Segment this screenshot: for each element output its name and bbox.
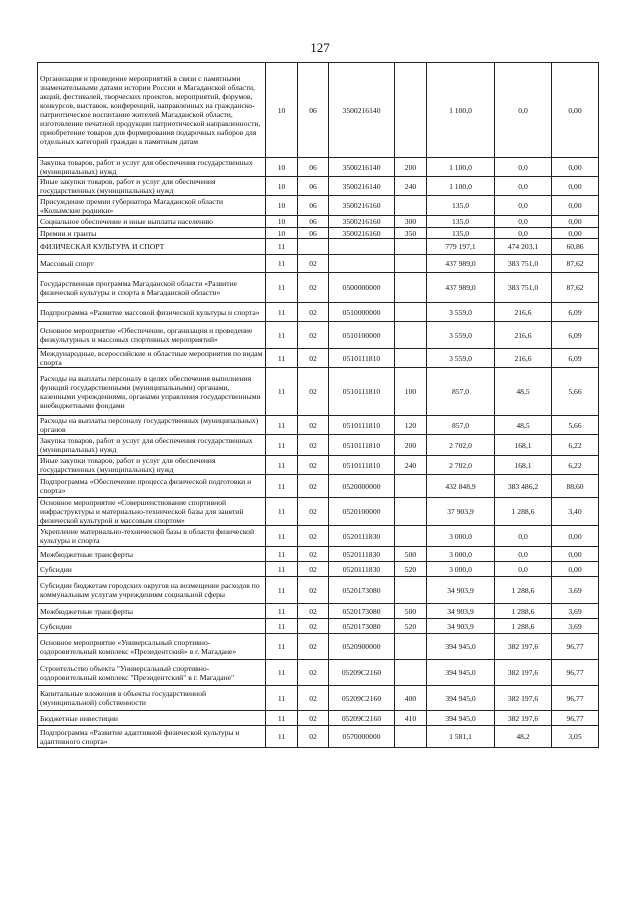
table-row — [38, 228, 599, 239]
cell-pr: 02 — [298, 577, 329, 604]
cell-vr: 240 — [395, 177, 427, 196]
cell-pct: 0,00 — [552, 526, 599, 547]
cell-vr: 520 — [395, 562, 427, 577]
cell-pct: 5,66 — [552, 416, 599, 435]
cell-plan: 2 702,0 — [427, 456, 495, 475]
cell-csr: 0500000000 — [329, 273, 395, 303]
cell-pr: 02 — [298, 634, 329, 660]
cell-csr: 0510000000 — [329, 303, 395, 322]
cell-name: Субсидии — [38, 562, 266, 577]
cell-pct: 96,77 — [552, 634, 599, 660]
cell-pct: 88,60 — [552, 475, 599, 498]
cell-plan: 34 903,9 — [427, 619, 495, 634]
cell-pct: 0,00 — [552, 158, 599, 177]
cell-plan: 3 000,0 — [427, 562, 495, 577]
table-row — [38, 604, 599, 619]
cell-csr: 3500216160 — [329, 196, 395, 216]
cell-csr: 0520111830 — [329, 562, 395, 577]
table-row — [38, 416, 599, 435]
cell-name: ФИЗИЧЕСКАЯ КУЛЬТУРА И СПОРТ — [38, 239, 266, 255]
cell-plan: 394 945,0 — [427, 686, 495, 711]
cell-plan: 394 945,0 — [427, 634, 495, 660]
cell-fact: 1 288,6 — [495, 604, 552, 619]
table-row — [38, 63, 599, 158]
table-row — [38, 435, 599, 456]
cell-vr — [395, 498, 427, 526]
cell-csr: 0520111830 — [329, 526, 395, 547]
cell-name: Социальное обеспечение и иные выплаты населению — [38, 216, 266, 228]
table-row — [38, 726, 599, 748]
cell-name: Субсидии бюджетам городских округов на возмещение расходов по коммунальным услугам учреждениям социальной сферы — [38, 577, 266, 604]
table-row — [38, 619, 599, 634]
cell-name: Государственная программа Магаданской области «Развитие физической культуры и спорта в Магаданской области» — [38, 273, 266, 303]
table-row — [38, 255, 599, 273]
cell-name: Присуждение премии губернатора Магаданской области «Колымские родники» — [38, 196, 266, 216]
cell-csr: 0520000000 — [329, 475, 395, 498]
table-row — [38, 475, 599, 498]
cell-rz: 11 — [266, 660, 298, 686]
cell-fact: 0,0 — [495, 196, 552, 216]
cell-rz: 11 — [266, 577, 298, 604]
cell-pr: 02 — [298, 604, 329, 619]
cell-fact: 0,0 — [495, 63, 552, 158]
page-number: 127 — [310, 40, 330, 55]
cell-rz: 10 — [266, 216, 298, 228]
cell-rz: 10 — [266, 177, 298, 196]
cell-pr: 02 — [298, 435, 329, 456]
cell-pct: 5,66 — [552, 368, 599, 416]
cell-plan: 34 903,9 — [427, 577, 495, 604]
cell-csr: 3500216140 — [329, 177, 395, 196]
cell-csr: 0510111810 — [329, 435, 395, 456]
cell-plan: 3 559,0 — [427, 322, 495, 349]
cell-plan: 3 559,0 — [427, 349, 495, 368]
cell-csr — [329, 239, 395, 255]
cell-vr — [395, 273, 427, 303]
cell-csr: 0520173080 — [329, 619, 395, 634]
cell-rz: 11 — [266, 498, 298, 526]
cell-pct: 87,62 — [552, 273, 599, 303]
cell-pct: 0,00 — [552, 562, 599, 577]
cell-fact: 0,0 — [495, 547, 552, 562]
cell-fact: 0,0 — [495, 177, 552, 196]
cell-fact: 48,5 — [495, 368, 552, 416]
cell-csr: 0510111810 — [329, 368, 395, 416]
cell-pct: 0,00 — [552, 228, 599, 239]
cell-name: Подпрограмма «Развитие адаптивной физической культуры и адаптивного спорта» — [38, 726, 266, 748]
cell-vr: 100 — [395, 368, 427, 416]
table-row — [38, 322, 599, 349]
cell-pct: 96,77 — [552, 686, 599, 711]
cell-name: Международные, всероссийские и областные мероприятия по видам спорта — [38, 349, 266, 368]
table-row — [38, 686, 599, 711]
cell-pr: 02 — [298, 255, 329, 273]
cell-csr: 0520100000 — [329, 498, 395, 526]
cell-name: Расходы на выплаты персоналу в целях обеспечения выполнения функций государственными (муниципальными) органами, казенными учреждениями, органами управления государственными внебюджетными фондами — [38, 368, 266, 416]
cell-csr: 05209С2160 — [329, 660, 395, 686]
cell-csr — [329, 255, 395, 273]
cell-pr: 06 — [298, 63, 329, 158]
cell-plan: 394 945,0 — [427, 711, 495, 726]
cell-plan: 857,0 — [427, 416, 495, 435]
cell-pct: 0,00 — [552, 177, 599, 196]
cell-plan: 3 000,0 — [427, 526, 495, 547]
cell-pr: 02 — [298, 562, 329, 577]
table-row — [38, 239, 599, 255]
cell-pct: 6,22 — [552, 435, 599, 456]
cell-rz: 11 — [266, 526, 298, 547]
cell-fact: 383 751,0 — [495, 255, 552, 273]
table-row — [38, 303, 599, 322]
cell-vr — [395, 475, 427, 498]
cell-fact: 383 486,2 — [495, 475, 552, 498]
table-row — [38, 177, 599, 196]
cell-vr — [395, 660, 427, 686]
table-row — [38, 577, 599, 604]
cell-plan: 37 903,9 — [427, 498, 495, 526]
cell-vr — [395, 726, 427, 748]
cell-plan: 857,0 — [427, 368, 495, 416]
cell-csr: 3500216160 — [329, 228, 395, 239]
cell-vr: 500 — [395, 547, 427, 562]
cell-csr: 0570000000 — [329, 726, 395, 748]
cell-vr: 500 — [395, 604, 427, 619]
cell-rz: 11 — [266, 686, 298, 711]
table-row — [38, 216, 599, 228]
cell-pct: 6,09 — [552, 349, 599, 368]
cell-rz: 11 — [266, 604, 298, 619]
cell-rz: 11 — [266, 239, 298, 255]
table-row — [38, 158, 599, 177]
table-row — [38, 368, 599, 416]
cell-plan: 3 000,0 — [427, 547, 495, 562]
cell-name: Закупка товаров, работ и услуг для обеспечения государственных (муниципальных) нужд — [38, 435, 266, 456]
cell-pr: 02 — [298, 726, 329, 748]
cell-fact: 168,1 — [495, 456, 552, 475]
cell-rz: 11 — [266, 456, 298, 475]
cell-pr: 02 — [298, 349, 329, 368]
cell-rz: 11 — [266, 726, 298, 748]
cell-pct: 0,00 — [552, 63, 599, 158]
cell-rz: 11 — [266, 349, 298, 368]
cell-pct: 87,62 — [552, 255, 599, 273]
cell-vr — [395, 349, 427, 368]
cell-fact: 216,6 — [495, 303, 552, 322]
cell-name: Межбюджетные трансферты — [38, 604, 266, 619]
cell-name: Бюджетные инвестиции — [38, 711, 266, 726]
cell-name: Подпрограмма «Развитие массовой физической культуры и спорта» — [38, 303, 266, 322]
cell-rz: 10 — [266, 158, 298, 177]
cell-pr — [298, 239, 329, 255]
cell-name: Иные закупки товаров, работ и услуг для обеспечения государственных (муниципальных) нужд — [38, 456, 266, 475]
cell-rz: 10 — [266, 196, 298, 216]
cell-name: Основное мероприятие «Универсальный спортивно-оздоровительный комплекс «Президентский» в г. Магадане» — [38, 634, 266, 660]
cell-rz: 11 — [266, 255, 298, 273]
cell-vr — [395, 63, 427, 158]
cell-pr: 02 — [298, 475, 329, 498]
table-row — [38, 498, 599, 526]
cell-name: Капитальные вложения в объекты государственной (муниципальной) собственности — [38, 686, 266, 711]
cell-name: Иные закупки товаров, работ и услуг для обеспечения государственных (муниципальных) нужд — [38, 177, 266, 196]
cell-fact: 1 288,6 — [495, 577, 552, 604]
cell-rz: 11 — [266, 619, 298, 634]
cell-pr: 06 — [298, 196, 329, 216]
cell-plan: 34 903,9 — [427, 604, 495, 619]
cell-vr — [395, 196, 427, 216]
cell-plan: 2 702,0 — [427, 435, 495, 456]
cell-fact: 0,0 — [495, 216, 552, 228]
cell-pct: 3,40 — [552, 498, 599, 526]
cell-rz: 11 — [266, 273, 298, 303]
cell-name: Укрепление материально-технической базы в области физической культуры и спорта — [38, 526, 266, 547]
table-row — [38, 562, 599, 577]
cell-fact: 1 288,6 — [495, 498, 552, 526]
cell-vr: 240 — [395, 456, 427, 475]
cell-fact: 0,0 — [495, 526, 552, 547]
cell-vr: 410 — [395, 711, 427, 726]
cell-rz: 11 — [266, 634, 298, 660]
table-row — [38, 547, 599, 562]
budget-table — [37, 62, 599, 748]
cell-pr: 02 — [298, 619, 329, 634]
cell-rz: 10 — [266, 228, 298, 239]
cell-fact: 382 197,6 — [495, 686, 552, 711]
cell-plan: 1 100,0 — [427, 177, 495, 196]
cell-name: Строительство объекта "Универсальный спортивно-оздоровительный комплекс "Президентский" в г. Магадане" — [38, 660, 266, 686]
table-row — [38, 660, 599, 686]
cell-pr: 02 — [298, 322, 329, 349]
cell-csr: 3500216140 — [329, 158, 395, 177]
cell-pr: 02 — [298, 526, 329, 547]
cell-rz: 11 — [266, 547, 298, 562]
cell-vr: 200 — [395, 435, 427, 456]
cell-pr: 02 — [298, 368, 329, 416]
table-row — [38, 711, 599, 726]
cell-pr: 02 — [298, 547, 329, 562]
cell-pr: 02 — [298, 686, 329, 711]
cell-pct: 3,69 — [552, 619, 599, 634]
cell-vr — [395, 577, 427, 604]
cell-pct: 3,69 — [552, 604, 599, 619]
cell-rz: 11 — [266, 475, 298, 498]
cell-csr: 3500216140 — [329, 63, 395, 158]
cell-pr: 02 — [298, 498, 329, 526]
cell-plan: 135,0 — [427, 216, 495, 228]
cell-name: Подпрограмма «Обеспечение процесса физической подготовки и спорта» — [38, 475, 266, 498]
cell-vr: 120 — [395, 416, 427, 435]
cell-plan: 1 100,0 — [427, 63, 495, 158]
cell-pr: 02 — [298, 303, 329, 322]
cell-pr: 06 — [298, 228, 329, 239]
cell-csr: 0510111810 — [329, 456, 395, 475]
cell-fact: 1 288,6 — [495, 619, 552, 634]
cell-pct: 0,00 — [552, 196, 599, 216]
table-row — [38, 273, 599, 303]
cell-fact: 382 197,6 — [495, 634, 552, 660]
cell-pr: 02 — [298, 416, 329, 435]
cell-pct: 3,69 — [552, 577, 599, 604]
cell-pct: 6,22 — [552, 456, 599, 475]
cell-plan: 437 989,0 — [427, 273, 495, 303]
cell-vr — [395, 322, 427, 349]
cell-fact: 474 203,1 — [495, 239, 552, 255]
cell-fact: 0,0 — [495, 228, 552, 239]
cell-csr: 05209С2160 — [329, 711, 395, 726]
cell-pr: 06 — [298, 158, 329, 177]
table-row — [38, 526, 599, 547]
cell-pct: 0,00 — [552, 216, 599, 228]
cell-fact: 383 751,0 — [495, 273, 552, 303]
table-row — [38, 196, 599, 216]
cell-fact: 382 197,6 — [495, 660, 552, 686]
cell-csr: 0520900000 — [329, 634, 395, 660]
cell-name: Массовый спорт — [38, 255, 266, 273]
cell-pct: 96,77 — [552, 660, 599, 686]
cell-rz: 10 — [266, 63, 298, 158]
cell-name: Закупка товаров, работ и услуг для обеспечения государственных (муниципальных) нужд — [38, 158, 266, 177]
cell-vr — [395, 526, 427, 547]
cell-fact: 216,6 — [495, 322, 552, 349]
cell-name: Премии и гранты — [38, 228, 266, 239]
cell-name: Организация и проведение мероприятий в связи с памятными знаменательными датами истории России и Магаданской области, акций, фестивалей, творческих проектов, мероприятий, форумов, конкурсов, выставок, конференций, направленных на гражданско-патриотическое воспитание жителей Магаданской области, изготовление печатной продукции патриотической направленности, приобретение товаров для формирования подарочных наборов для отдельных категорий граждан к памятным датам — [38, 63, 266, 158]
cell-rz: 11 — [266, 368, 298, 416]
cell-plan: 3 559,0 — [427, 303, 495, 322]
table-row — [38, 349, 599, 368]
cell-pct: 3,05 — [552, 726, 599, 748]
cell-plan: 779 197,1 — [427, 239, 495, 255]
cell-pr: 02 — [298, 273, 329, 303]
cell-pct: 6,09 — [552, 322, 599, 349]
cell-csr: 0520173080 — [329, 604, 395, 619]
cell-fact: 382 197,6 — [495, 711, 552, 726]
cell-fact: 0,0 — [495, 562, 552, 577]
cell-pct: 0,00 — [552, 547, 599, 562]
cell-pct: 60,86 — [552, 239, 599, 255]
cell-csr: 0510111810 — [329, 349, 395, 368]
cell-csr: 05209С2160 — [329, 686, 395, 711]
cell-pr: 02 — [298, 711, 329, 726]
cell-csr: 0510111810 — [329, 416, 395, 435]
cell-vr: 300 — [395, 216, 427, 228]
cell-pr: 06 — [298, 177, 329, 196]
cell-plan: 135,0 — [427, 196, 495, 216]
cell-plan: 437 989,0 — [427, 255, 495, 273]
cell-rz: 11 — [266, 711, 298, 726]
cell-rz: 11 — [266, 435, 298, 456]
cell-vr — [395, 303, 427, 322]
cell-fact: 168,1 — [495, 435, 552, 456]
cell-vr: 520 — [395, 619, 427, 634]
cell-vr — [395, 255, 427, 273]
cell-name: Субсидии — [38, 619, 266, 634]
cell-fact: 48,5 — [495, 416, 552, 435]
cell-vr: 200 — [395, 158, 427, 177]
cell-pr: 02 — [298, 660, 329, 686]
cell-plan: 135,0 — [427, 228, 495, 239]
cell-vr: 400 — [395, 686, 427, 711]
cell-plan: 432 848,9 — [427, 475, 495, 498]
cell-name: Основное мероприятие «Совершенствование спортивной инфраструктуры и материально-технической базы для занятий физической культурой и массовым спортом» — [38, 498, 266, 526]
cell-vr — [395, 239, 427, 255]
cell-fact: 216,6 — [495, 349, 552, 368]
cell-rz: 11 — [266, 303, 298, 322]
cell-name: Основное мероприятие «Обеспечение, организация и проведение физкультурных и массовых спортивных мероприятий» — [38, 322, 266, 349]
cell-vr — [395, 634, 427, 660]
cell-csr: 0520111830 — [329, 547, 395, 562]
cell-plan: 1 581,1 — [427, 726, 495, 748]
cell-rz: 11 — [266, 322, 298, 349]
cell-pct: 96,77 — [552, 711, 599, 726]
cell-csr: 3500216160 — [329, 216, 395, 228]
table-row — [38, 456, 599, 475]
cell-name: Расходы на выплаты персоналу государственных (муниципальных) органов — [38, 416, 266, 435]
cell-name: Межбюджетные трансферты — [38, 547, 266, 562]
cell-fact: 0,0 — [495, 158, 552, 177]
cell-csr: 0510100000 — [329, 322, 395, 349]
cell-fact: 48,2 — [495, 726, 552, 748]
table-row — [38, 634, 599, 660]
cell-pr: 06 — [298, 216, 329, 228]
cell-plan: 1 100,0 — [427, 158, 495, 177]
cell-csr: 0520173080 — [329, 577, 395, 604]
cell-rz: 11 — [266, 562, 298, 577]
cell-plan: 394 945,0 — [427, 660, 495, 686]
cell-vr: 350 — [395, 228, 427, 239]
cell-pct: 6,09 — [552, 303, 599, 322]
cell-pr: 02 — [298, 456, 329, 475]
cell-rz: 11 — [266, 416, 298, 435]
